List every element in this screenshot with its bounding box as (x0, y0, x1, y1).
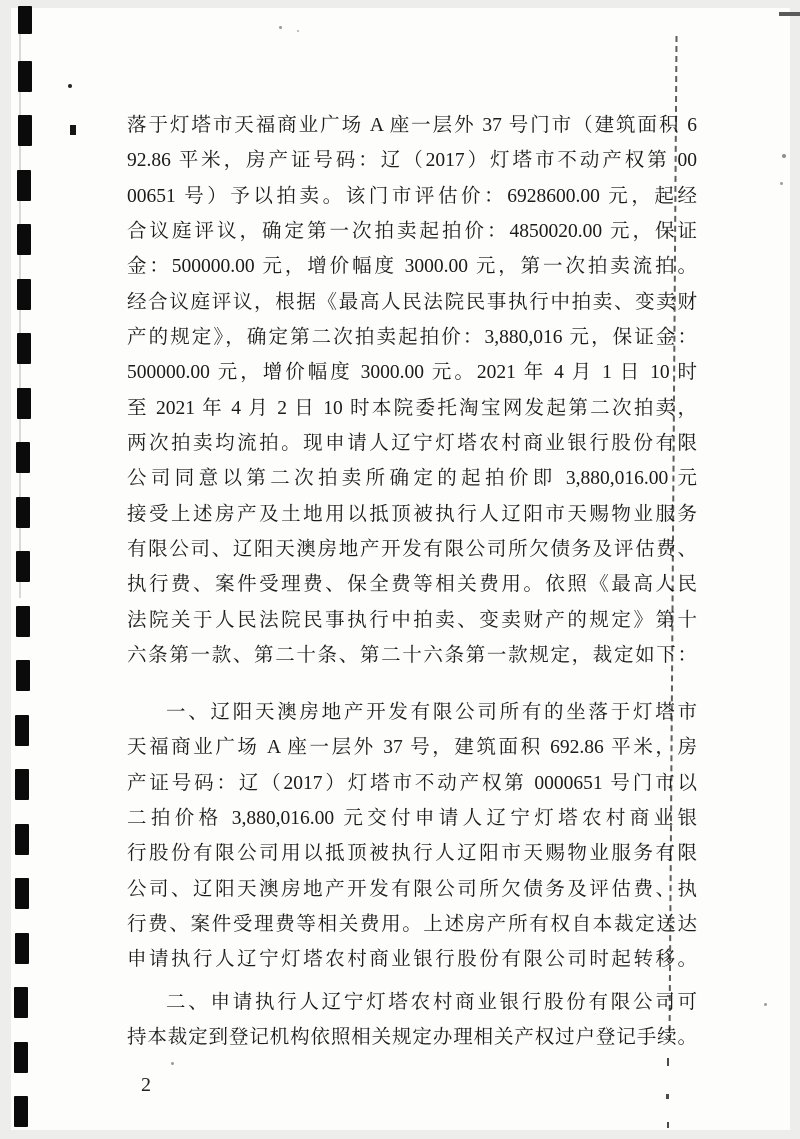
document-page (11, 8, 790, 1130)
document-line: 落于灯塔市天福商业广场 A 座一层外 37 号门市（建筑面积 6 (127, 115, 697, 136)
document-line: 合议庭评议，确定第一次拍卖起拍价：4850020.00 元，保证 (127, 221, 697, 243)
binding-mark (18, 61, 32, 92)
document-line: 公司、辽阳天澳房地产开发有限公司所欠债务及评估费、执 (127, 878, 697, 900)
fold-line-fragment (667, 1122, 669, 1128)
binding-mark (17, 279, 31, 310)
document-line: 产的规定》，确定第二次拍卖起拍价：3,880,016 元，保证金： (127, 327, 697, 349)
binding-mark (17, 170, 31, 201)
document-line: 执行费、案件受理费、保全费等相关费用。依照《最高人民 (127, 574, 697, 596)
binding-mark (15, 824, 29, 855)
scan-speck (68, 84, 72, 88)
binding-mark (17, 224, 31, 255)
document-line: 接受上述房产及土地用以抵顶被执行人辽阳市天赐物业服务 (127, 503, 697, 525)
binding-mark (17, 333, 31, 364)
scan-speck (782, 154, 786, 158)
scan-speck (70, 125, 76, 135)
binding-mark (14, 1042, 28, 1073)
fold-line-fragment (666, 1094, 669, 1099)
document-line: 经合议庭评议，根据《最高人民法院民事执行中拍卖、变卖财 (127, 291, 697, 313)
binding-mark (16, 442, 30, 473)
document-line: 申请执行人辽宁灯塔农村商业银行股份有限公司时起转移。 (127, 949, 697, 971)
scan-speck (279, 26, 282, 29)
paragraph-ruling-item-2 (127, 985, 697, 1056)
binding-mark (16, 497, 30, 528)
document-line: 92.86 平米，房产证号码：辽（2017）灯塔市不动产权第 00 (127, 150, 697, 172)
binding-mark (16, 660, 30, 691)
fold-line-fragment (667, 1058, 669, 1066)
binding-mark (17, 388, 31, 419)
binding-mark (18, 115, 32, 146)
scan-speck (780, 182, 783, 185)
binding-mark (15, 933, 29, 964)
document-line: 一、辽阳天澳房地产开发有限公司所有的坐落于灯塔市 (166, 702, 697, 723)
page-number: 2 (141, 1074, 151, 1096)
document-line: 产证号码：辽（2017）灯塔市不动产权第 0000651 号门市以 (127, 772, 697, 794)
paragraph-ruling-item-1 (127, 695, 697, 978)
scan-speck (297, 30, 299, 32)
binding-mark (15, 715, 29, 746)
document-line: 至 2021 年 4 月 2 日 10 时本院委托淘宝网发起第二次拍卖， (127, 397, 697, 419)
document-line: 公司同意以第二次拍卖所确定的起拍价即 3,880,016.00 元 (127, 468, 697, 490)
document-line: 行费、案件受理费等相关费用。上述房产所有权自本裁定送达 (127, 914, 697, 936)
document-line: 00651 号）予以拍卖。该门市评估价：6928600.00 元，起经 (127, 185, 697, 207)
document-line: 行股份有限公司用以抵顶被执行人辽阳市天赐物业服务有限 (127, 843, 697, 865)
scan-edge-mark (779, 12, 800, 16)
document-line: 二拍价格 3,880,016.00 元交付申请人辽宁灯塔农村商业银 (127, 808, 697, 830)
binding-mark (15, 769, 29, 800)
document-line: 有限公司、辽阳天澳房地产开发有限公司所欠债务及评估费、 (127, 539, 697, 561)
binding-mark (16, 606, 30, 637)
document-line: 二、申请执行人辽宁灯塔农村商业银行股份有限公司可 (166, 992, 697, 1013)
document-line: 天福商业广场 A 座一层外 37 号，建筑面积 692.86 平米，房 (127, 737, 697, 759)
document-line: 两次拍卖均流拍。现申请人辽宁灯塔农村商业银行股份有限 (127, 433, 697, 455)
document-line: 持本裁定到登记机构依照相关规定办理相关产权过户登记手续。 (127, 1027, 697, 1049)
scan-speck (171, 1062, 174, 1065)
scan-speck (764, 1003, 767, 1006)
binding-mark (18, 6, 32, 34)
paragraph-body (127, 108, 697, 674)
document-line: 金：500000.00 元，增价幅度 3000.00 元，第一次拍卖流拍。 (127, 256, 697, 278)
binding-mark (15, 878, 29, 909)
binding-mark (14, 987, 28, 1018)
binding-mark (16, 551, 30, 582)
document-line: 六条第一款、第二十条、第二十六条第一款规定，裁定如下： (127, 645, 697, 667)
document-line: 500000.00 元，增价幅度 3000.00 元。2021 年 4 月 1 日 10 时 (127, 362, 697, 384)
document-line: 法院关于人民法院民事执行中拍卖、变卖财产的规定》第十 (127, 609, 697, 631)
binding-mark (14, 1096, 28, 1127)
